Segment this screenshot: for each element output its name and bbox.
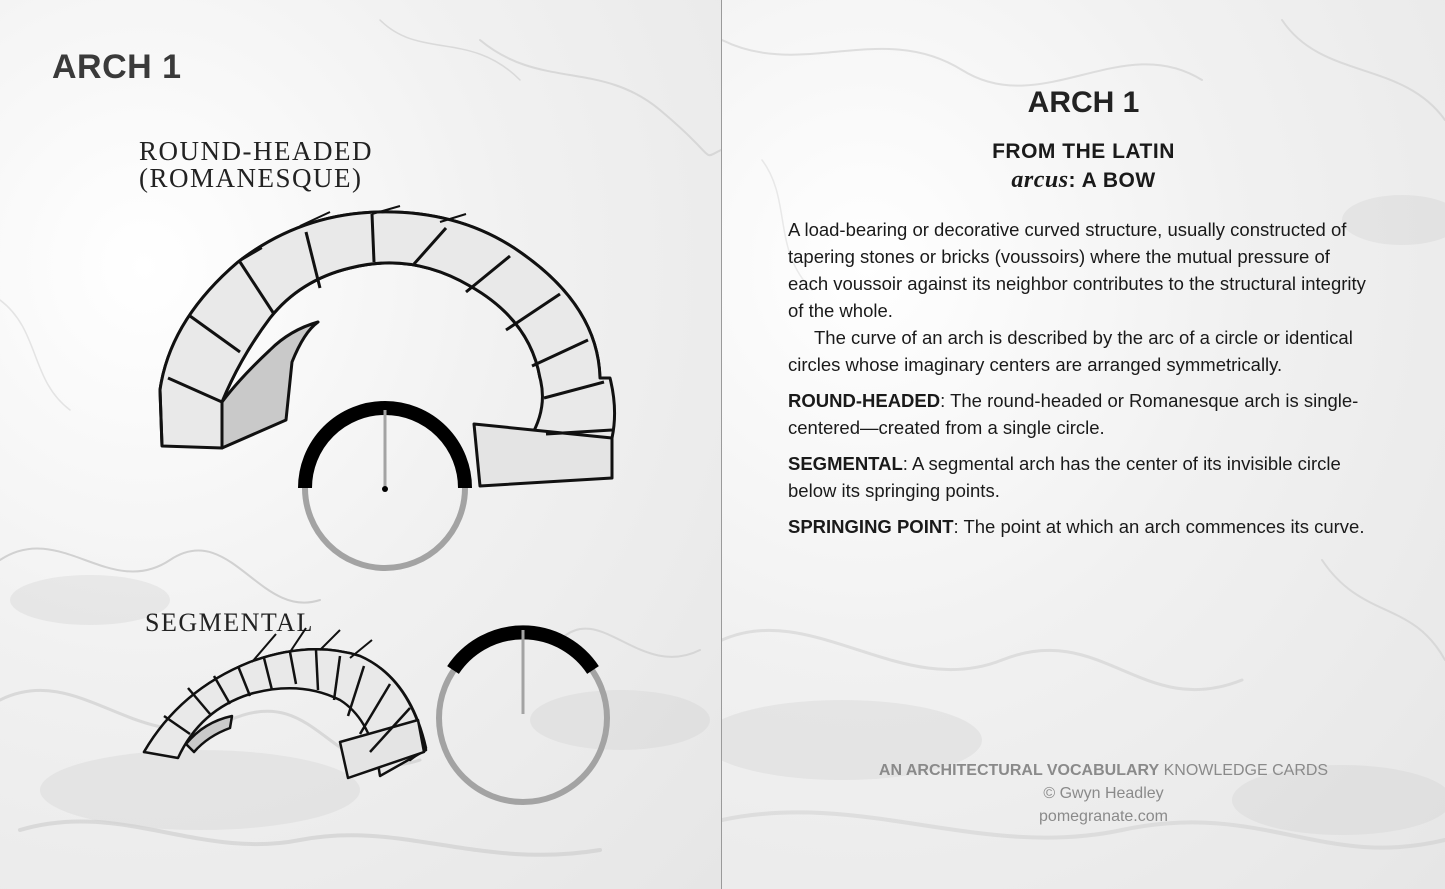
term-definition: : The point at which an arch commences its curve. bbox=[953, 516, 1365, 537]
round-headed-label-line2: (ROMANESQUE) bbox=[139, 163, 363, 193]
publisher-site: pomegranate.com bbox=[1039, 808, 1168, 825]
term-name: ROUND-HEADED bbox=[788, 390, 941, 411]
term-entry bbox=[788, 450, 1368, 504]
segmental-circle-diagram bbox=[439, 630, 607, 802]
term-name: SPRINGING POINT bbox=[788, 516, 954, 537]
series-name-normal: KNOWLEDGE CARDS bbox=[1159, 762, 1329, 779]
term-entry bbox=[788, 513, 1368, 540]
term-entry bbox=[788, 387, 1368, 441]
round-headed-label-line1: ROUND-HEADED bbox=[139, 136, 373, 166]
term-name: SEGMENTAL bbox=[788, 453, 903, 474]
card-title: ARCH 1 bbox=[1027, 86, 1140, 119]
etymology-heading: FROM THE LATIN bbox=[992, 140, 1175, 163]
front-card bbox=[0, 0, 721, 889]
latin-word: arcus bbox=[1011, 167, 1069, 193]
card-footer bbox=[722, 759, 1445, 828]
card-title: ARCH 1 bbox=[52, 48, 182, 86]
arch-illustrations bbox=[0, 0, 721, 889]
definition-body bbox=[788, 216, 1368, 549]
segmental-label: SEGMENTAL bbox=[145, 608, 314, 637]
latin-meaning: : A BOW bbox=[1068, 169, 1156, 192]
definition-paragraph: The curve of an arch is described by the arc of a circle or identical circles whose imaginary centers are arranged symmetrically. bbox=[788, 327, 1353, 375]
etymology bbox=[722, 138, 1445, 195]
series-name bbox=[762, 759, 1445, 782]
series-name-bold: AN ARCHITECTURAL VOCABULARY bbox=[878, 762, 1160, 779]
definition-paragraph: A load-bearing or decorative curved structure, usually constructed of tapering stones or bricks (voussoirs) where the mutual pressure of each voussoir against its neighbor contributes to the structural integrity of the whole. bbox=[788, 219, 1366, 321]
round-headed-circle-diagram bbox=[305, 408, 465, 568]
back-card bbox=[721, 0, 1445, 889]
etymology-word-line bbox=[722, 166, 1445, 195]
term-definition: : A segmental arch has the center of its invisible circle below its springing points. bbox=[788, 453, 1341, 501]
segmental-arch-illustration bbox=[144, 628, 426, 778]
round-headed-arch-illustration bbox=[160, 206, 615, 486]
copyright: © Gwyn Headley bbox=[1043, 785, 1164, 802]
term-definition: : The round-headed or Romanesque arch is single-centered—created from a single circle. bbox=[788, 390, 1359, 438]
